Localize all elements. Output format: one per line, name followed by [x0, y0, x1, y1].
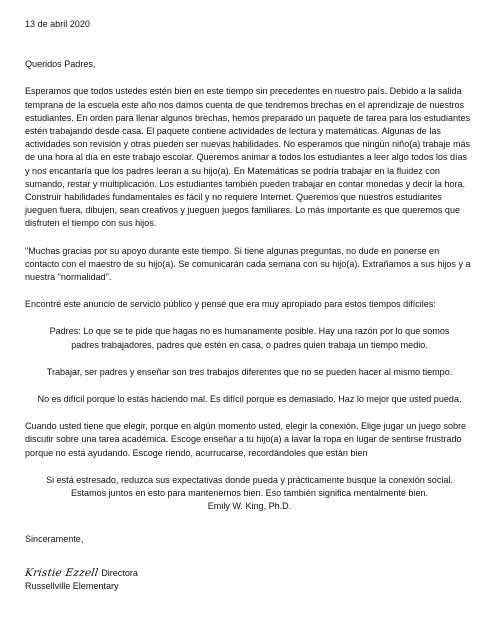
- paragraph-intro: Esperamos que todos ustedes estén bien en este tiempo sin precedentes en nuestro país. Debido a la salida temprana de la escuela este año nos damos cuenta de que tendremos brechas en el aprendizaje de nuestros estudiantes. En orden para llenar algunos brechas, hemos preparado un paquete de tarea para los estudiantes estén trabajando desde casa. El paquete contiene actividades de lectura y matemáticas. Algunas de las actividades son revisión y otras pueden ser nuevas habilidades. No esperamos que ningún niño(a) trabaje más de una hora al día en este trabajo escolar. Queremos animar a todos los estudiantes a leer algo todos los días y nos encantaría que los padres leeran a su hijo(a). En Matemáticas se podría trabajar en la fluidez con sumando, restar y multiplicación. Los estudiantes también pueden trabajar en contar monedas y decir la hora. Construir habilidades fundamentales es fácil y no requiere Internet. Queremos que nuestros estudiantes jueguen fuera, dibujen, sean creativos y jueguen juegos familiares. Lo más importante es que queremos que disfruten el tiempo con sus hijos.: [25, 86, 471, 229]
- quote-parents: Padres: Lo que se te pide que hagas no es humanamente posible. Hay una razón por lo que somos padres trabajadores, padres que estén en casa, o padres quien trabaja un tiempo medio.: [49, 326, 450, 350]
- letter-date: 13 de abril 2020: [25, 19, 90, 29]
- greeting: Queridos Padres,: [25, 59, 96, 70]
- signature-row: [25, 567, 474, 580]
- paragraph-connection: Cuando usted tiene que elegir, porque en algún momento usted, elegir la conexión. Elige jugar un juego sobre discutir sobre una tarea académica. Escoge enseñar a tu hijo(a) a lavar la ropa en lugar de sentirse frustrado porque no está ayudando. Escoge riendo, acurrucarse, recordándoles que están bien: [25, 421, 467, 458]
- paragraph-announcement: Encontré este anuncio de servicio público y pensé que era muy apropiado para estos tiempos difíciles:: [25, 299, 436, 310]
- quote-not-wrong: No es difícil porque lo estás haciendo mal. Es difícil porque es demasiado. Haz lo mejor que usted pueda.: [37, 394, 462, 405]
- closing: Sinceramente,: [25, 534, 84, 545]
- quote-stress-line-1: Si está estresado, reduzca sus expectativas donde pueda y prácticamente busque la conexión social.: [46, 474, 453, 485]
- quote-stress-line-2: Estamos juntos en esto para mantenernos bien. Eso también significa mentalmente bien.: [70, 488, 429, 499]
- school-name: Russellville Elementary: [25, 580, 119, 591]
- signature-title: Directora: [101, 567, 138, 578]
- signature: Kristie Ezzell: [24, 566, 100, 579]
- quote-author: Emily W. King, Ph.D.: [207, 501, 292, 512]
- paragraph-thanks: "Muchas gracias por su apoyo durante este tiempo. Si tiene algunas preguntas, no dude en ponerse en contacto con el maestro de su hijo(a). Se comunicarán cada semana con su hijo(a). Extrañamos a sus hijos y a nuestra "normalidad".: [25, 245, 471, 283]
- quote-three-jobs: Trabajar, ser padres y enseñar son tres trabajos diferentes que no se pueden hacer al mismo tiempo.: [46, 366, 453, 377]
- quote-stress: [25, 474, 474, 514]
